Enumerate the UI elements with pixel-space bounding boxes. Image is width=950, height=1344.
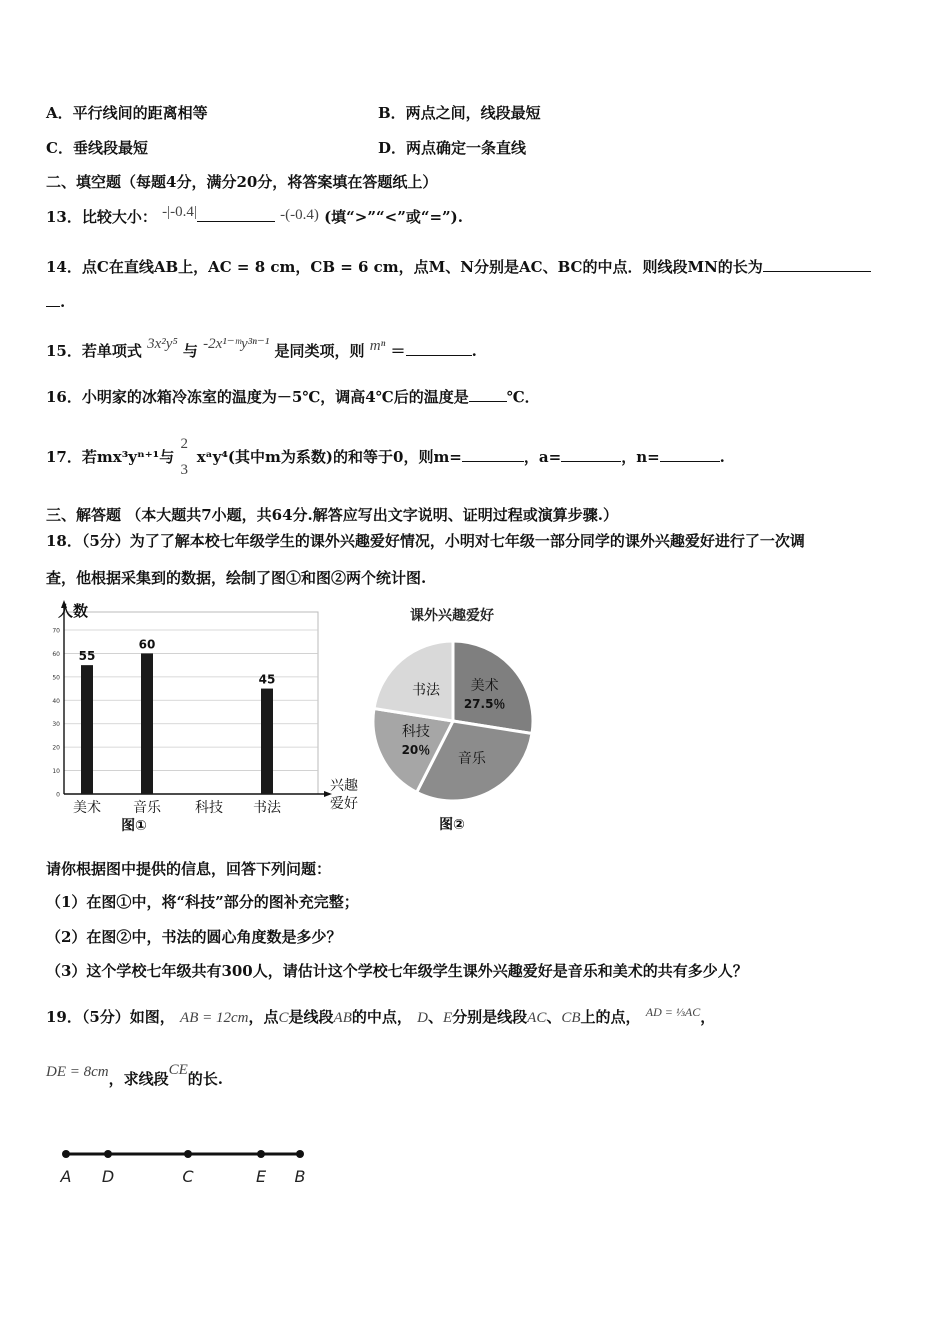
q13-suffix: (填“>”“<”或“=”). [324,208,463,226]
q17-num: 17． [46,448,82,466]
q13-num: 13． [46,208,82,226]
y-tick-label: 60 [52,650,60,658]
q16-text: 16．小明家的冰箱冷冻室的温度为－5℃，调高4℃后的温度是 [46,388,469,406]
q14-text: 14．点C在直线AB上，AC = 8 cm，CB = 6 cm，点M、N分别是AC、BC的中点．则线段MN的长为 [46,258,763,276]
q19-expr-de: DE = 8cm [46,1064,109,1080]
chart-title: 课外兴趣爱好 [410,608,494,624]
q17-part1: 若mx³yⁿ⁺¹与 [81,448,175,466]
q13-expr-left: -|-0.4| [162,204,197,220]
q19-d: D [417,1010,428,1026]
q16-unit: ℃． [506,388,540,406]
q13 [46,206,463,227]
q15-part2: 与 [182,342,198,360]
q19-e: E [442,1010,453,1026]
plot-frame [64,612,318,794]
y-tick-label: 30 [52,721,60,729]
q19-num: 19．（5分）如图， [46,1008,175,1026]
q13-prefix: 比较大小： [81,208,157,226]
q14 [46,256,871,277]
q19-t1: ，点 [248,1008,279,1026]
chart-caption: 图② [439,817,465,833]
q19-comma: ， [700,1008,716,1026]
x-tick-label: 音乐 [133,800,161,816]
q18-line2: 查，他根据采集到的数据，绘制了图①和图②两个统计图. [46,569,427,587]
slice-pct: 27.5％ [463,696,506,711]
q17-n-blank[interactable] [660,461,720,462]
option-b: B．两点之间，线段最短 [378,104,541,122]
q13-blank[interactable] [197,221,275,222]
y-tick-label: 40 [52,697,60,705]
q17-m-blank[interactable] [462,461,524,462]
x-axis-label: 爱好 [330,796,358,812]
point-label: E [255,1167,267,1186]
q17-a-label: ，a= [523,448,562,466]
point-label: D [101,1167,115,1186]
bar-label: 45 [258,672,276,687]
q17-n-label: ，n= [621,448,660,466]
q16-blank[interactable] [469,401,507,402]
x-axis-label: 兴趣 [330,778,358,794]
q17-a-blank[interactable] [561,461,621,462]
q15-expr3: mⁿ [369,338,386,354]
y-tick-label: 0 [56,791,60,799]
q17-end: . [719,448,725,466]
option-a: A．平行线间的距离相等 [46,104,208,122]
q18-sub3: （3）这个学校七年级共有300人，请估计这个学校七年级学生课外兴趣爱好是音乐和美术的共有多少人？ [46,962,748,980]
section3-heading: 三、解答题 （本大题共7小题，共64分.解答应写出文字说明、证明过程或演算步骤.） [46,506,618,524]
q15-part3: 是同类项，则 [274,342,365,360]
q15-end: . [471,342,477,360]
chart-caption: 图① [121,818,147,834]
y-tick-label: 50 [52,674,60,682]
slice-label: 音乐 [457,751,486,768]
point-label: A [60,1167,72,1186]
q18-sub1: （1）在图①中，将“科技”部分的图补充完整； [46,893,359,911]
q19-t4: 分别是线段 [452,1008,528,1026]
q19-ac: AC [527,1010,547,1026]
x-tick-label: 科技 [195,800,223,816]
q19-sep: 、 [427,1008,443,1026]
q17-frac-den: 3 [180,462,188,478]
point-e [257,1150,265,1158]
point-d [104,1150,112,1158]
q19-ce: CE [168,1062,188,1078]
bar-label: 55 [78,649,96,664]
q14-cont [46,293,65,311]
q19-sep2: 、 [546,1008,562,1026]
bar-label: 60 [138,637,156,652]
y-tick-label: 10 [52,768,60,776]
q15-expr1: 3x²y⁵ [147,336,178,352]
q14-end: . [60,293,66,311]
pie-slice-4 [374,641,453,721]
point-a [62,1150,70,1158]
q19-t5: 上的点， [580,1008,641,1026]
q19-t2: 是线段 [288,1008,334,1026]
q15 [46,336,477,361]
q19-line2 [46,1062,224,1089]
pie-chart [360,598,550,836]
point-b [296,1150,304,1158]
bar-chart [40,598,360,836]
slice-label: 书法 [411,682,440,699]
q15-part1: 若单项式 [81,342,142,360]
q17 [46,436,725,478]
slice-pct: 20％ [401,742,431,757]
q19-cb: CB [561,1010,581,1026]
q19-c: C [278,1010,289,1026]
section2-heading: 二、填空题（每题4分，满分20分，将答案填在答题纸上） [46,173,438,191]
slice-label: 科技 [401,723,430,740]
q15-part4: ＝ [390,342,406,360]
y-tick-label: 70 [52,627,60,635]
bar-1 [81,665,93,794]
q19-t7: 的长. [187,1070,224,1088]
bar-4 [261,689,273,794]
q14-blank-cont[interactable] [46,306,60,307]
x-tick-label: 书法 [253,800,281,816]
bar-2 [141,653,153,794]
q15-blank[interactable] [406,355,472,356]
q18-line1: 18．（5分）为了了解本校七年级学生的课外兴趣爱好情况，小明对七年级一部分同学的课外兴趣爱好进行了一次调 [46,532,805,550]
x-tick-label: 美术 [73,800,101,816]
q18-prompt: 请你根据图中提供的信息，回答下列问题： [46,860,332,878]
q17-part2: xᵃy⁴(其中m为系数)的和等于0，则m= [196,448,462,466]
chart-title: 人数 [58,602,89,620]
q15-num: 15． [46,342,82,360]
option-c: C．垂线段最短 [46,139,148,157]
q18-sub2: （2）在图②中，书法的圆心角度数是多少？ [46,928,342,946]
point-c [184,1150,192,1158]
y-tick-label: 20 [52,744,60,752]
q19-ab: AB [333,1010,352,1026]
q14-blank[interactable] [763,271,871,272]
q19-expr-ab: AB = 12cm [180,1010,249,1026]
point-label: B [294,1167,306,1186]
option-d: D．两点确定一条直线 [378,139,527,157]
q19-t6: ，求线段 [108,1070,169,1088]
q19-line1 [46,1006,715,1027]
point-label: C [182,1167,194,1186]
slice-label: 美术 [470,677,499,694]
segment-diagram [50,1140,330,1190]
q16 [46,386,540,407]
q19-t3: 的中点， [351,1008,412,1026]
q19-expr-ad: AD = ⅓AC [645,1005,701,1019]
q17-frac-num: 2 [180,436,188,452]
q15-expr2: -2x¹⁻ᵐy³ⁿ⁻¹ [203,336,270,352]
q13-expr-right: -(-0.4) [280,207,319,223]
